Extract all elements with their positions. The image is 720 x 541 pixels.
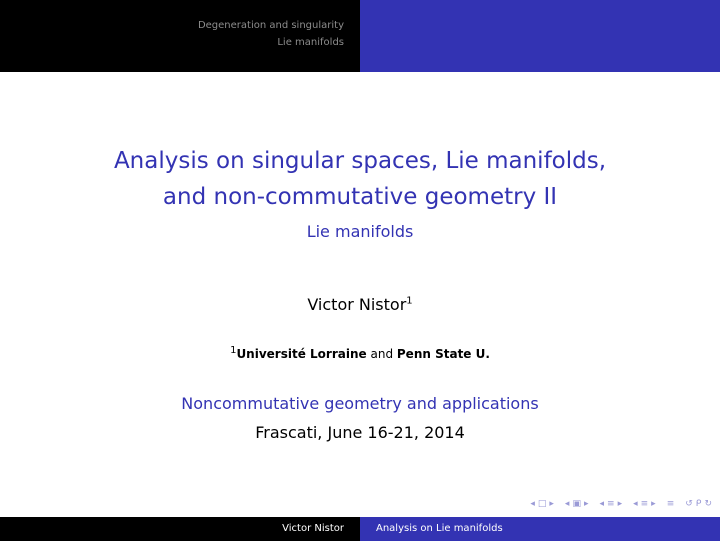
nav-left-arrow-icon[interactable]: ◂ xyxy=(564,499,570,509)
footer-short-title: Analysis on Lie manifolds xyxy=(360,517,720,541)
affil-connector: and xyxy=(370,347,394,361)
slide-subtitle: Lie manifolds xyxy=(306,222,414,241)
beamer-navigation-symbols xyxy=(530,498,712,510)
author-affil-mark: 1 xyxy=(406,295,413,307)
nav-left-arrow-icon[interactable]: ◂ xyxy=(530,499,535,509)
title-line-2: and non-commutative geometry II xyxy=(162,184,558,210)
nav-left-arrow-icon[interactable]: ◂ xyxy=(633,499,638,509)
nav-left-arrow-icon[interactable]: ◂ xyxy=(599,499,605,509)
nav-right-arrow-icon[interactable]: ▸ xyxy=(549,499,554,509)
nav-right-arrow-icon[interactable]: ▸ xyxy=(617,499,623,509)
slide-title xyxy=(0,143,720,215)
nav-appendix-icon[interactable]: ≡ xyxy=(666,499,675,509)
header-section-title[interactable]: Degeneration and singularity xyxy=(197,20,344,31)
nav-document-icon[interactable]: ≡ xyxy=(640,499,649,509)
event-name: Noncommutative geometry and applications xyxy=(181,394,539,413)
header-bar xyxy=(0,0,720,72)
institution-1: Université Lorraine xyxy=(236,347,367,361)
nav-back-icon[interactable]: ↺ xyxy=(685,499,693,509)
footer-bar xyxy=(0,517,720,541)
event-place-date: Frascati, June 16-21, 2014 xyxy=(255,423,465,442)
nav-subsection-icon[interactable]: ▣ xyxy=(572,499,581,509)
header-right-panel xyxy=(360,0,720,72)
nav-search-icon[interactable]: ᑭ xyxy=(695,499,702,509)
author xyxy=(0,294,720,316)
header-left-panel xyxy=(0,0,360,72)
title-line-1: Analysis on singular spaces, Lie manifolds, xyxy=(113,148,607,174)
nav-forward-icon[interactable]: ↻ xyxy=(704,499,712,509)
nav-frame-icon[interactable]: □ xyxy=(537,499,547,509)
header-subsection-title[interactable]: Lie manifolds xyxy=(277,37,344,48)
affil-mark: 1 xyxy=(230,345,237,356)
affiliation xyxy=(0,346,720,362)
nav-right-arrow-icon[interactable]: ▸ xyxy=(583,499,589,509)
footer-author: Victor Nistor xyxy=(0,517,360,541)
nav-right-arrow-icon[interactable]: ▸ xyxy=(651,499,656,509)
institution-2: Penn State U. xyxy=(396,347,490,361)
author-name: Victor Nistor xyxy=(307,295,407,314)
nav-section-icon[interactable]: ≡ xyxy=(607,499,615,509)
